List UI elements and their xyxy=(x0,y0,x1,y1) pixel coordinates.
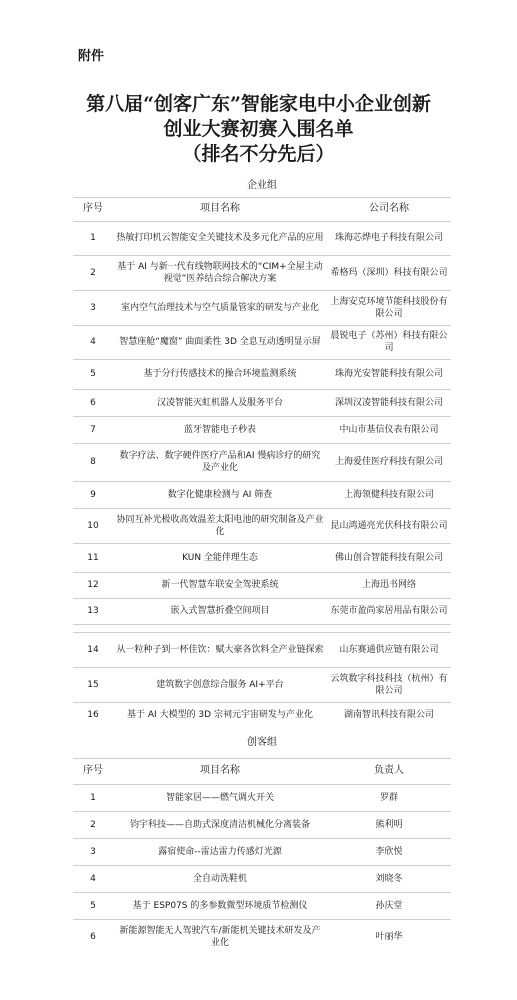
row-number: 5 xyxy=(73,892,113,919)
table-row xyxy=(73,508,451,543)
row-number: 1 xyxy=(73,784,113,811)
title-line-2: 创业大赛初赛入围名单 xyxy=(163,118,354,140)
title-line-3: （排名不分先后） xyxy=(182,143,335,165)
company-name: 湖南智讯科技有限公司 xyxy=(327,702,451,727)
row-number: 8 xyxy=(73,443,113,481)
enterprise-header-row xyxy=(73,197,451,221)
row-number: 13 xyxy=(73,598,113,624)
table-row xyxy=(73,290,451,325)
column-header: 公司名称 xyxy=(327,197,451,221)
company-name: 晨锐电子（苏州）科技有限公司 xyxy=(327,325,451,359)
company-name: 上海安克环境节能科技股份有限公司 xyxy=(327,290,451,325)
row-number: 6 xyxy=(73,919,113,955)
enterprise-section-row xyxy=(73,176,451,197)
row-number: 1 xyxy=(73,221,113,255)
project-name: 基于 AI 与新一代有线物联网技术的“CIM+全屋主动视觉”医养结合综合解决方案 xyxy=(113,255,327,290)
row-number: 7 xyxy=(73,416,113,443)
person-name: 李欣悦 xyxy=(327,838,451,865)
project-name: 建筑数字创意综合服务 AI+平台 xyxy=(113,667,327,702)
column-header: 序号 xyxy=(73,758,113,784)
table-row xyxy=(73,811,451,838)
attachment-label: 附件 xyxy=(78,49,105,64)
project-name: 汉凌智能灭虹机器人及服务平台 xyxy=(113,389,327,416)
table-row xyxy=(73,598,451,624)
company-name: 东莞市盈尚家居用品有限公司 xyxy=(327,598,451,624)
table-row xyxy=(73,359,451,389)
row-number: 11 xyxy=(73,543,113,572)
row-number: 6 xyxy=(73,389,113,416)
maker-table xyxy=(73,728,451,955)
row-number: 15 xyxy=(73,667,113,702)
table-row xyxy=(73,221,451,255)
column-header: 序号 xyxy=(73,197,113,221)
project-name: 新一代智慧车联安全驾驶系统 xyxy=(113,572,327,598)
project-name: 基于 AI 大模型的 3D 宗祠元宇宙研发与产业化 xyxy=(113,702,327,727)
project-name: 协同互补光极收高效温差太阳电池的研究制备及产业化 xyxy=(113,508,327,543)
table-row xyxy=(73,838,451,865)
project-name: 基于 ESP07S 的多参数微型环境质节检测仪 xyxy=(113,892,327,919)
row-number: 9 xyxy=(73,481,113,508)
table-row xyxy=(73,255,451,290)
project-name: 蓝牙智能电子秒表 xyxy=(113,416,327,443)
row-number: 2 xyxy=(73,811,113,838)
table-row xyxy=(73,865,451,892)
project-name: 数字疗法、数字硬件医疗产品和AI 慢病诊疗的研究及产业化 xyxy=(113,443,327,481)
company-name: 上海迅书网络 xyxy=(327,572,451,598)
company-name: 云筑数字科技科技（杭州）有限公司 xyxy=(327,667,451,702)
row-number: 12 xyxy=(73,572,113,598)
project-name: 嵌入式智慧折叠空间项目 xyxy=(113,598,327,624)
row-number: 5 xyxy=(73,359,113,389)
company-name: 昆山鸿通亮光伏科技有限公司 xyxy=(327,508,451,543)
row-number: 14 xyxy=(73,632,113,667)
enterprise-table xyxy=(73,176,451,727)
project-name: 钧宇科技——自助式深度清洁机械化分离装备 xyxy=(113,811,327,838)
project-name: 室内空气治理技术与空气质量管家的研发与产业化 xyxy=(113,290,327,325)
enterprise-section-title: 企业组 xyxy=(247,180,277,192)
company-name: 上海爱佳医疗科技有限公司 xyxy=(327,443,451,481)
table-row xyxy=(73,667,451,702)
table-row xyxy=(73,543,451,572)
person-name: 熊利明 xyxy=(327,811,451,838)
project-name: 基于分行传感技术的操合环境监测系统 xyxy=(113,359,327,389)
table-row xyxy=(73,572,451,598)
table-row xyxy=(73,443,451,481)
company-name: 希格玛（深圳）科技有限公司 xyxy=(327,255,451,290)
project-name: 智慧座舱“魔窗” 曲面柔性 3D 全息互动透明显示屏 xyxy=(113,325,327,359)
project-name: 新能源智能无人驾驶汽车/新能机关键技术研发及产业化 xyxy=(113,919,327,955)
company-name: 珠海芯烨电子科技有限公司 xyxy=(327,221,451,255)
company-name: 山东赛通供应链有限公司 xyxy=(327,632,451,667)
table-row xyxy=(73,416,451,443)
table-row xyxy=(73,919,451,955)
company-name: 珠海光安智能科技有限公司 xyxy=(327,359,451,389)
document-title xyxy=(0,92,517,167)
maker-section-title: 创客组 xyxy=(247,736,277,748)
row-number: 10 xyxy=(73,508,113,543)
company-name: 深圳汉凌智能科技有限公司 xyxy=(327,389,451,416)
project-name: 智能家居——燃气调火开关 xyxy=(113,784,327,811)
company-name: 中山市基信仪表有限公司 xyxy=(327,416,451,443)
table-row xyxy=(73,702,451,727)
row-number: 4 xyxy=(73,325,113,359)
person-name: 叶丽华 xyxy=(327,919,451,955)
table-row xyxy=(73,892,451,919)
project-name: 从一粒种子到一杯佳饮：赋大豪各饮料全产业链探索 xyxy=(113,632,327,667)
project-name: 全自动洗鞋机 xyxy=(113,865,327,892)
table-row xyxy=(73,481,451,508)
table-row xyxy=(73,784,451,811)
column-header: 项目名称 xyxy=(113,758,327,784)
row-number: 2 xyxy=(73,255,113,290)
company-name: 佛山创合智能科技有限公司 xyxy=(327,543,451,572)
table-spacer xyxy=(73,624,451,632)
column-header: 负责人 xyxy=(327,758,451,784)
column-header: 项目名称 xyxy=(113,197,327,221)
person-name: 刘晓冬 xyxy=(327,865,451,892)
row-number: 16 xyxy=(73,702,113,727)
title-line-1: 第八届“创客广东”智能家电中小企业创新 xyxy=(86,93,431,115)
table-row xyxy=(73,389,451,416)
table-row xyxy=(73,632,451,667)
project-name: KUN 全能伴理生态 xyxy=(113,543,327,572)
maker-header-row xyxy=(73,758,451,784)
project-name: 数字化健康检测与 AI 筛查 xyxy=(113,481,327,508)
project-name: 热敏打印机云智能安全关键技术及多元化产品的应用 xyxy=(113,221,327,255)
person-name: 罗群 xyxy=(327,784,451,811)
spacer-cell xyxy=(73,624,451,632)
company-name: 上海领健科技有限公司 xyxy=(327,481,451,508)
project-name: 露宿使命--雷达雷力传感灯光源 xyxy=(113,838,327,865)
row-number: 4 xyxy=(73,865,113,892)
table-row xyxy=(73,325,451,359)
row-number: 3 xyxy=(73,290,113,325)
person-name: 孙庆堂 xyxy=(327,892,451,919)
maker-section-row xyxy=(73,728,451,758)
row-number: 3 xyxy=(73,838,113,865)
